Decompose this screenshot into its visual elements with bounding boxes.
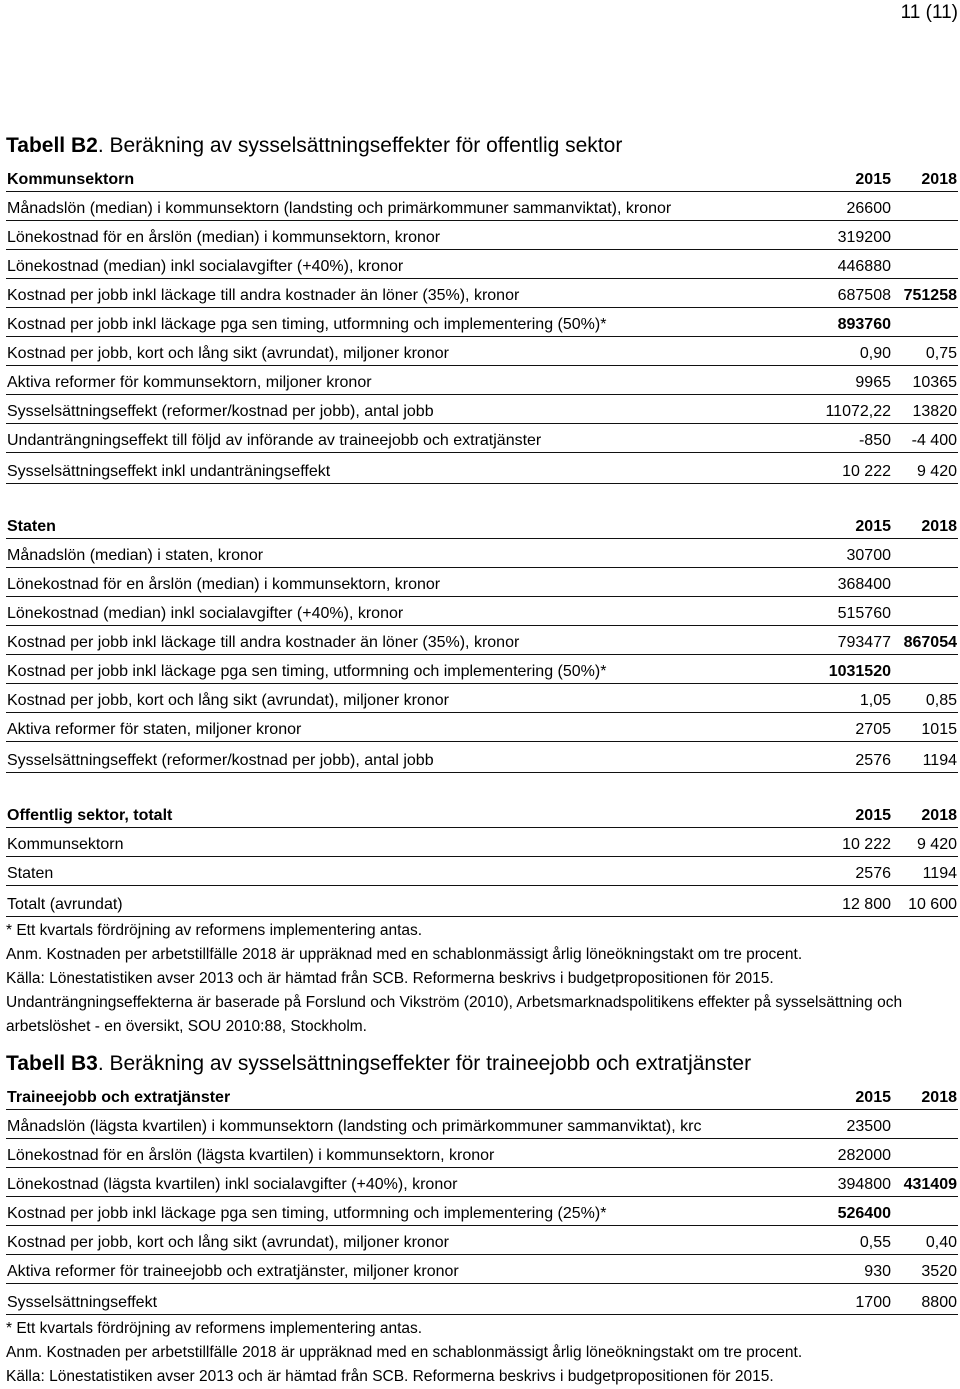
table-row <box>6 684 958 713</box>
value-2015: 9965 <box>796 366 892 395</box>
value-2018 <box>892 192 958 221</box>
table-b3 <box>6 1083 958 1315</box>
row-label: Lönekostnad (median) inkl socialavgifter (+40%), kronor <box>6 250 796 279</box>
header-cell-2015: 2015 <box>796 1083 892 1110</box>
value-2015: 282000 <box>796 1139 892 1168</box>
value-2015: 2705 <box>796 713 892 742</box>
value-2015: 12 800 <box>796 886 892 917</box>
table-b2-section <box>6 132 958 1039</box>
header-cell-label: Traineejobb och extratjänster <box>6 1083 796 1110</box>
table-b2-title-lead: Tabell B2 <box>6 134 98 157</box>
table-row <box>6 828 958 857</box>
table-row <box>6 1255 958 1284</box>
value-2018: 867054 <box>892 626 958 655</box>
value-2018 <box>892 568 958 597</box>
footnote: * Ett kvartals fördröjning av reformens implementering antas. <box>6 922 423 939</box>
table-row <box>6 395 958 424</box>
table-row <box>6 1110 958 1139</box>
value-2018: 8800 <box>892 1284 958 1315</box>
value-2015: 30700 <box>796 539 892 568</box>
table-row <box>6 279 958 308</box>
value-2015: 446880 <box>796 250 892 279</box>
value-2018: 13820 <box>892 395 958 424</box>
value-2015: 0,55 <box>796 1226 892 1255</box>
table-b3-title <box>6 1050 958 1078</box>
note-anm: Anm. Kostnaden per arbetstillfälle 2018 är uppräknad med en schablonmässigt årlig löneökningstakt om tre procent. <box>6 946 803 963</box>
value-2015: 26600 <box>796 192 892 221</box>
value-2015: 10 222 <box>796 453 892 484</box>
table-b2-title <box>6 132 958 160</box>
table-b3-title-lead: Tabell B3 <box>6 1052 98 1075</box>
value-2018 <box>892 1110 958 1139</box>
value-2015: 11072,22 <box>796 395 892 424</box>
row-label: Kostnad per jobb inkl läckage pga sen timing, utformning och implementering (50%)* <box>6 308 796 337</box>
table-row <box>6 453 958 484</box>
table-header-row <box>6 1083 958 1110</box>
note-displacement: Undanträngningseffekterna är baserade på Forslund och Vikström (2010), Arbetsmarknadspolitikens effekter på sysselsättning och arbetslöshet - en översikt, SOU 2010:88, Stockholm. <box>6 994 903 1035</box>
footnote: * Ett kvartals fördröjning av reformens implementering antas. <box>6 1320 423 1337</box>
value-2018: 751258 <box>892 279 958 308</box>
value-2018 <box>892 655 958 684</box>
row-label: Lönekostnad (lägsta kvartilen) inkl socialavgifter (+40%), kronor <box>6 1168 796 1197</box>
value-2015: 1031520 <box>796 655 892 684</box>
row-label: Sysselsättningseffekt inkl undanträningseffekt <box>6 453 796 484</box>
value-2018 <box>892 539 958 568</box>
table-row <box>6 424 958 453</box>
note-anm: Anm. Kostnaden per arbetstillfälle 2018 är uppräknad med en schablonmässigt årlig löneökningstakt om tre procent. <box>6 1344 803 1361</box>
value-2018 <box>892 597 958 626</box>
spacer-row <box>6 484 958 513</box>
value-2018 <box>892 250 958 279</box>
value-2018 <box>892 221 958 250</box>
header-cell-2018: 2018 <box>892 1083 958 1110</box>
row-label: Sysselsättningseffekt (reformer/kostnad per jobb), antal jobb <box>6 742 796 773</box>
table-row <box>6 250 958 279</box>
row-label: Kommunsektorn <box>6 828 796 857</box>
value-2015: 10 222 <box>796 828 892 857</box>
value-2015: 893760 <box>796 308 892 337</box>
row-label: Kostnad per jobb inkl läckage till andra kostnader än löner (35%), kronor <box>6 626 796 655</box>
table-row <box>6 221 958 250</box>
header-cell-label: Kommunsektorn <box>6 165 796 192</box>
row-label: Aktiva reformer för staten, miljoner kronor <box>6 713 796 742</box>
row-label: Aktiva reformer för kommunsektorn, miljoner kronor <box>6 366 796 395</box>
spacer-row <box>6 773 958 802</box>
value-2018: 9 420 <box>892 453 958 484</box>
row-label: Aktiva reformer för traineejobb och extratjänster, miljoner kronor <box>6 1255 796 1284</box>
value-2015: 23500 <box>796 1110 892 1139</box>
table-row <box>6 366 958 395</box>
table-row <box>6 539 958 568</box>
value-2018: 10 600 <box>892 886 958 917</box>
value-2018 <box>892 308 958 337</box>
header-cell-label: Offentlig sektor, totalt <box>6 801 796 828</box>
value-2015: 368400 <box>796 568 892 597</box>
value-2015: 0,90 <box>796 337 892 366</box>
row-label: Lönekostnad för en årslön (median) i kommunsektorn, kronor <box>6 568 796 597</box>
value-2015: 319200 <box>796 221 892 250</box>
value-2015: 515760 <box>796 597 892 626</box>
row-label: Månadslön (median) i staten, kronor <box>6 539 796 568</box>
value-2015: -850 <box>796 424 892 453</box>
header-cell-2015: 2015 <box>796 801 892 828</box>
value-2018: 1194 <box>892 857 958 886</box>
table-row <box>6 1284 958 1315</box>
row-label: Kostnad per jobb inkl läckage till andra kostnader än löner (35%), kronor <box>6 279 796 308</box>
value-2015: 930 <box>796 1255 892 1284</box>
value-2018 <box>892 1197 958 1226</box>
table-b3-section <box>6 1050 958 1389</box>
value-2018 <box>892 1139 958 1168</box>
table-header-row <box>6 512 958 539</box>
value-2015: 1,05 <box>796 684 892 713</box>
value-2018: 0,85 <box>892 684 958 713</box>
table-row <box>6 857 958 886</box>
table-row <box>6 568 958 597</box>
row-label: Undanträngningseffekt till följd av införande av traineejobb och extratjänster <box>6 424 796 453</box>
table-row <box>6 655 958 684</box>
value-2018: 3520 <box>892 1255 958 1284</box>
header-cell-2015: 2015 <box>796 512 892 539</box>
table-b2 <box>6 165 958 917</box>
value-2018: 1015 <box>892 713 958 742</box>
row-label: Lönekostnad för en årslön (median) i kommunsektorn, kronor <box>6 221 796 250</box>
table-row <box>6 597 958 626</box>
header-cell-2018: 2018 <box>892 801 958 828</box>
row-label: Kostnad per jobb, kort och lång sikt (avrundat), miljoner kronor <box>6 337 796 366</box>
row-label: Totalt (avrundat) <box>6 886 796 917</box>
header-cell-label: Staten <box>6 512 796 539</box>
value-2015: 2576 <box>796 857 892 886</box>
row-label: Kostnad per jobb inkl läckage pga sen timing, utformning och implementering (25%)* <box>6 1197 796 1226</box>
header-cell-2015: 2015 <box>796 165 892 192</box>
value-2018: 0,40 <box>892 1226 958 1255</box>
table-row <box>6 308 958 337</box>
table-row <box>6 626 958 655</box>
value-2015: 1700 <box>796 1284 892 1315</box>
row-label: Sysselsättningseffekt <box>6 1284 796 1315</box>
value-2018: -4 400 <box>892 424 958 453</box>
row-label: Månadslön (lägsta kvartilen) i kommunsektorn (landsting och primärkommuner sammanviktat), krc <box>6 1110 796 1139</box>
value-2018: 10365 <box>892 366 958 395</box>
value-2018: 0,75 <box>892 337 958 366</box>
table-row <box>6 192 958 221</box>
table-b3-notes <box>6 1317 958 1389</box>
table-header-row <box>6 801 958 828</box>
value-2018: 1194 <box>892 742 958 773</box>
value-2015: 394800 <box>796 1168 892 1197</box>
table-row <box>6 1197 958 1226</box>
table-row <box>6 1226 958 1255</box>
table-row <box>6 886 958 917</box>
value-2015: 2576 <box>796 742 892 773</box>
table-row <box>6 1139 958 1168</box>
row-label: Lönekostnad för en årslön (lägsta kvartilen) i kommunsektorn, kronor <box>6 1139 796 1168</box>
note-source: Källa: Lönestatistiken avser 2013 och är hämtad från SCB. Reformerna beskrivs i budgetpropositionen för 2015. <box>6 970 774 987</box>
value-2015: 687508 <box>796 279 892 308</box>
row-label: Kostnad per jobb, kort och lång sikt (avrundat), miljoner kronor <box>6 684 796 713</box>
table-b2-title-text: . Beräkning av sysselsättningseffekter för offentlig sektor <box>97 134 623 157</box>
table-row <box>6 742 958 773</box>
value-2015: 793477 <box>796 626 892 655</box>
table-b2-notes <box>6 919 958 1039</box>
value-2015: 526400 <box>796 1197 892 1226</box>
row-label: Staten <box>6 857 796 886</box>
row-label: Sysselsättningseffekt (reformer/kostnad per jobb), antal jobb <box>6 395 796 424</box>
header-cell-2018: 2018 <box>892 512 958 539</box>
page-number: 11 (11) <box>900 2 958 23</box>
row-label: Månadslön (median) i kommunsektorn (landsting och primärkommuner sammanviktat), kronor <box>6 192 796 221</box>
table-row <box>6 1168 958 1197</box>
row-label: Kostnad per jobb, kort och lång sikt (avrundat), miljoner kronor <box>6 1226 796 1255</box>
value-2018: 431409 <box>892 1168 958 1197</box>
note-source: Källa: Lönestatistiken avser 2013 och är hämtad från SCB. Reformerna beskrivs i budgetpropositionen för 2015. <box>6 1368 774 1385</box>
value-2018: 9 420 <box>892 828 958 857</box>
table-header-row <box>6 165 958 192</box>
row-label: Kostnad per jobb inkl läckage pga sen timing, utformning och implementering (50%)* <box>6 655 796 684</box>
table-b3-title-text: . Beräkning av sysselsättningseffekter för traineejobb och extratjänster <box>97 1052 752 1075</box>
row-label: Lönekostnad (median) inkl socialavgifter (+40%), kronor <box>6 597 796 626</box>
header-cell-2018: 2018 <box>892 165 958 192</box>
table-row <box>6 713 958 742</box>
table-row <box>6 337 958 366</box>
